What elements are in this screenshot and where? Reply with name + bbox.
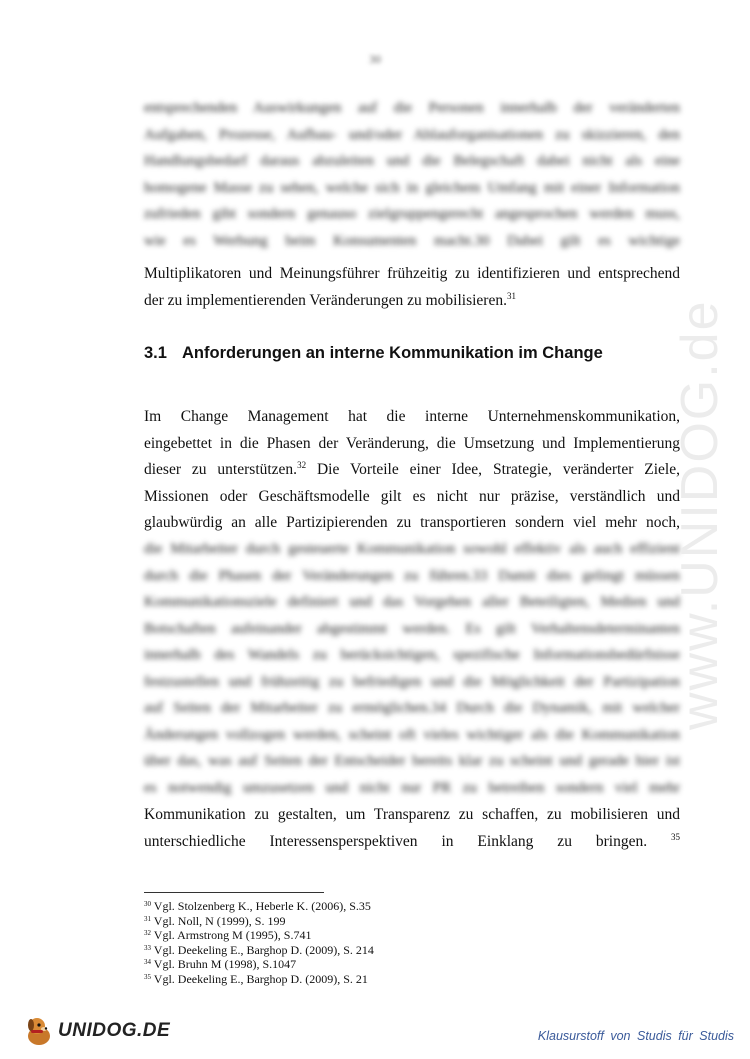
blurred-line: zufrieden gibt sondern genauso zielgruppengerecht angesprochen werden muss,: [144, 206, 680, 222]
footnote-text: Vgl. Armstrong M (1995), S.741: [153, 928, 312, 942]
paragraph-line: Im Change Management hat die interne Unternehmenskommunikation,: [144, 408, 680, 425]
footnote: [144, 943, 374, 958]
blurred-line: durch die Phasen der Veränderungen zu führen.33 Damit dies gelingt müssen: [144, 567, 680, 584]
section-title: Anforderungen an interne Kommunikation im Change: [182, 344, 603, 362]
footnote: [144, 928, 374, 943]
footnote-ref: 35: [671, 831, 681, 842]
blurred-text-top: [144, 95, 680, 254]
footnote: [144, 914, 374, 929]
blurred-line: entsprechenden Auswirkungen auf die Personen innerhalb der veränderten: [144, 100, 680, 116]
footnote-ref: 31: [506, 290, 516, 301]
dog-mascot-icon: [22, 1014, 56, 1048]
blurred-text-middle: [144, 536, 680, 801]
paragraph-text: unterschiedliche Interessensperspektiven in Einklang zu bringen.: [144, 832, 648, 850]
footnotes: [144, 899, 374, 986]
footnote-text: Vgl. Deekeling E., Barghop D. (2009), S. 21: [153, 971, 368, 986]
blurred-line: über das, was auf Seiten der Entscheider bereits klar zu scheint und gerade hier ist: [144, 753, 680, 769]
footnote-text: Vgl. Bruhn M (1998), S.1047: [153, 957, 297, 971]
unidog-logo[interactable]: [22, 1010, 170, 1052]
footnote-separator: [144, 892, 324, 893]
footnote-number: 32: [144, 929, 151, 937]
footnote-number: 30: [144, 900, 151, 908]
footnote: [144, 899, 374, 914]
section-heading: [144, 344, 603, 363]
blurred-line: wie es Werbung beim Konsumenten macht.30 Dabei gilt es wichtige: [144, 232, 680, 249]
footnote-text: Vgl. Stolzenberg K., Heberle K. (2006), S.35: [153, 899, 371, 913]
paragraph-text: Die Vorteile einer Idee, Strategie, veränderter Ziele,: [306, 461, 680, 478]
blurred-line: festzustellen und frühzeitig zu befriedigen und die Möglichkeit der Partizipation: [144, 673, 680, 690]
footer-slogan: Klausurstoff von Studis für Studis: [537, 1029, 734, 1043]
paragraph-line: Multiplikatoren und Meinungsführer frühzeitig zu identifizieren und entsprechend: [144, 265, 680, 282]
blurred-line: Botschaften aufeinander abgestimmt werden. Es gilt Verhaltensdeterminanten: [144, 620, 680, 637]
footnote-number: 34: [144, 958, 151, 966]
page-number: 30: [369, 52, 381, 66]
logo-text: UNIDOG.DE: [58, 1020, 171, 1041]
blurred-line: Aufgaben, Prozesse, Aufbau- und/oder Ablauforganisationen zu skizzieren, den: [144, 126, 680, 143]
footnote-text: Vgl. Deekeling E., Barghop D. (2009), S. 214: [153, 942, 374, 957]
footnote: [144, 972, 374, 987]
paragraph-line: glaubwürdig an alle Partizipierenden zu transportieren sondern viel mehr noch,: [144, 514, 680, 531]
paragraph-text: der zu implementierenden Veränderungen zu mobilisieren.: [144, 291, 507, 309]
blurred-line: es notwendig umzusetzen und nicht nur PR zu betreiben sondern viel mehr: [144, 779, 680, 796]
paragraph-3: [144, 802, 680, 855]
footnote-number: 35: [144, 972, 151, 981]
blurred-line: die Mitarbeiter durch gesteuerte Kommunikation sowohl effektiv als auch effizient: [144, 541, 680, 557]
paragraph-line: [144, 288, 680, 315]
paragraph-text: dieser zu unterstützen.: [144, 461, 298, 478]
paragraph-line: eingebettet in die Phasen der Veränderung, die Umsetzung und Implementierung: [144, 434, 680, 452]
blurred-line: innerhalb des Wandels zu berücksichtigen, spezifische Informationsbedürfnisse: [144, 647, 680, 663]
paragraph-line: Kommunikation zu gestalten, um Transparenz zu schaffen, zu mobilisieren und: [144, 806, 680, 823]
blurred-line: auf Seiten der Mitarbeiter zu ermöglichen.34 Durch die Dynamik, mit welcher: [144, 700, 680, 716]
footnote-ref: 32: [297, 460, 307, 470]
paragraph-2: [144, 404, 680, 537]
watermark: www.UNIDOG.de: [671, 299, 729, 730]
blurred-line: Handlungsbedarf daraus abzuleiten und die Belegschaft dabei nicht als eine: [144, 153, 680, 169]
footnote-text: Vgl. Noll, N (1999), S. 199: [153, 913, 286, 928]
footnote-number: 33: [144, 943, 151, 952]
paragraph-1: [144, 261, 680, 314]
paragraph-line: Missionen oder Geschäftsmodelle gilt es nicht nur präzise, verständlich und: [144, 487, 680, 505]
section-number: 3.1: [144, 344, 167, 362]
footnote-number: 31: [144, 914, 151, 923]
blurred-line: Kommunikationsziele definiert und das Vorgehen aller Beteiligten, Medien und: [144, 594, 680, 610]
paragraph-line: [144, 829, 680, 856]
footnote: [144, 957, 374, 972]
blurred-line: Änderungen vollzogen werden, scheint oft vieles wichtiger als die Kommunikation: [144, 726, 680, 743]
blurred-line: homogene Masse zu sehen, welche sich in gleichem Umfang mit einer Information: [144, 179, 680, 196]
paragraph-line: [144, 457, 680, 484]
